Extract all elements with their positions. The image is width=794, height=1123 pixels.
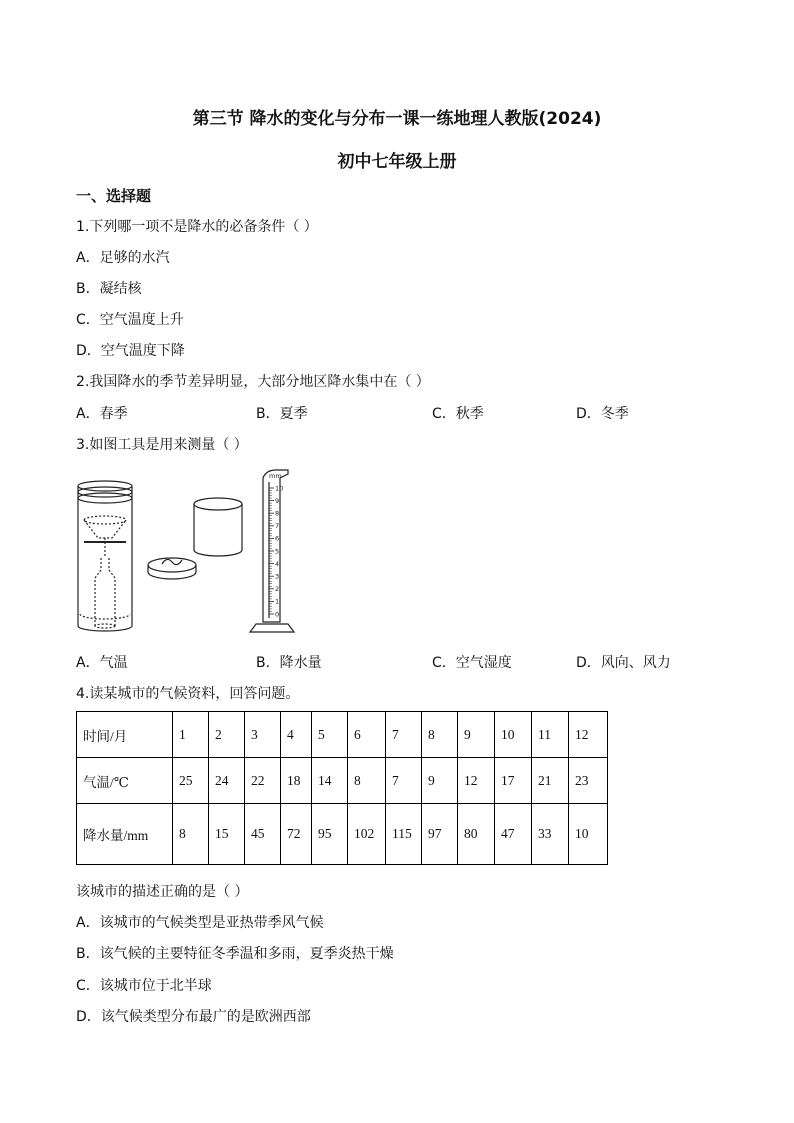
table-cell: 5 <box>312 712 348 758</box>
table-cell: 7 <box>386 758 422 804</box>
question-1-option-a: A．足够的水汽 <box>76 250 170 266</box>
cylinder-tick-label: 1 <box>275 597 280 606</box>
table-cell: 25 <box>173 758 209 804</box>
table-cell: 7 <box>386 712 422 758</box>
table-cell: 12 <box>569 712 608 758</box>
question-2-options <box>76 403 716 423</box>
question-4-option-c: C．该城市位于北半球 <box>76 978 212 994</box>
table-cell: 6 <box>348 712 386 758</box>
table-cell: 17 <box>495 758 532 804</box>
question-2-option-a: A．春季 <box>76 406 128 422</box>
cylinder-unit-label: mm <box>269 472 282 480</box>
cylinder-tick-label: 4 <box>275 559 280 568</box>
gauge-lid <box>148 558 196 579</box>
table-cell: 15 <box>209 804 245 865</box>
question-1-option-d: D．空气温度下降 <box>76 343 185 359</box>
table-cell: 8 <box>173 804 209 865</box>
table-cell: 97 <box>422 804 458 865</box>
rain-gauge-illustration <box>70 462 310 642</box>
table-cell: 22 <box>245 758 281 804</box>
cylinder-tick-label: 5 <box>275 547 280 556</box>
question-4-sub-stem: 该城市的描述正确的是（ ） <box>76 884 249 900</box>
table-cell: 23 <box>569 758 608 804</box>
question-2-stem: 2.我国降水的季节差异明显，大部分地区降水集中在（ ） <box>76 374 430 390</box>
question-3-option-d: D．风向、风力 <box>576 655 671 671</box>
table-month-row <box>77 712 608 758</box>
table-cell: 33 <box>532 804 569 865</box>
table-cell: 115 <box>386 804 422 865</box>
question-4-option-d: D．该气候类型分布最广的是欧洲西部 <box>76 1009 311 1025</box>
graduated-cylinder-scale <box>269 472 283 618</box>
question-4-option-b: B．该气候的主要特征冬季温和多雨，夏季炎热干燥 <box>76 946 394 962</box>
table-cell: 12 <box>458 758 495 804</box>
document-subtitle: 初中七年级上册 <box>337 152 457 172</box>
table-row-header: 时间/月 <box>77 712 173 758</box>
table-cell: 47 <box>495 804 532 865</box>
table-cell: 72 <box>281 804 312 865</box>
rain-gauge-cylinder <box>78 481 132 631</box>
table-cell: 10 <box>495 712 532 758</box>
table-cell: 8 <box>348 758 386 804</box>
table-row-header: 气温/℃ <box>77 758 173 804</box>
table-cell: 9 <box>422 758 458 804</box>
document-title: 第三节 降水的变化与分布一课一练地理人教版(2024) <box>192 109 602 129</box>
question-2-option-d: D．冬季 <box>576 406 629 422</box>
cylinder-tick-label: 7 <box>275 522 280 531</box>
table-cell: 10 <box>569 804 608 865</box>
rain-gauge-figure <box>70 462 310 642</box>
table-row-header: 降水量/mm <box>77 804 173 865</box>
table-cell: 95 <box>312 804 348 865</box>
table-cell: 18 <box>281 758 312 804</box>
question-1-stem: 1.下列哪一项不是降水的必备条件（ ） <box>76 219 318 235</box>
question-2-option-c: C．秋季 <box>432 406 484 422</box>
question-1-option-b: B．凝结核 <box>76 281 142 297</box>
cylinder-tick-label: 10 <box>275 484 284 493</box>
cylinder-tick-label: 8 <box>275 509 280 518</box>
table-temperature-row <box>77 758 608 804</box>
table-cell: 11 <box>532 712 569 758</box>
climate-data-table <box>76 711 608 865</box>
question-3-option-c: C．空气湿度 <box>432 655 512 671</box>
table-cell: 14 <box>312 758 348 804</box>
cylinder-tick-label: 9 <box>275 496 280 505</box>
table-precipitation-row <box>77 804 608 865</box>
table-cell: 2 <box>209 712 245 758</box>
collector-cup <box>194 498 242 556</box>
question-1-option-c: C．空气温度上升 <box>76 312 184 328</box>
question-3-options <box>76 652 716 672</box>
table-cell: 9 <box>458 712 495 758</box>
table-cell: 3 <box>245 712 281 758</box>
table-cell: 102 <box>348 804 386 865</box>
question-3-option-a: A．气温 <box>76 655 128 671</box>
table-cell: 1 <box>173 712 209 758</box>
cylinder-tick-label: 0 <box>275 610 280 619</box>
question-2-option-b: B．夏季 <box>256 406 308 422</box>
question-3-option-b: B．降水量 <box>256 655 322 671</box>
table-cell: 21 <box>532 758 569 804</box>
table-cell: 45 <box>245 804 281 865</box>
table-cell: 80 <box>458 804 495 865</box>
question-3-stem: 3.如图工具是用来测量（ ） <box>76 437 248 453</box>
cylinder-tick-label: 2 <box>275 585 280 594</box>
table-cell: 24 <box>209 758 245 804</box>
table-cell: 8 <box>422 712 458 758</box>
table-cell: 4 <box>281 712 312 758</box>
question-4-stem: 4.读某城市的气候资料，回答问题。 <box>76 686 300 702</box>
cylinder-tick-label: 6 <box>275 534 280 543</box>
section-heading: 一、选择题 <box>76 187 152 205</box>
cylinder-tick-label: 3 <box>275 572 280 581</box>
question-4-option-a: A．该城市的气候类型是亚热带季风气候 <box>76 915 324 931</box>
